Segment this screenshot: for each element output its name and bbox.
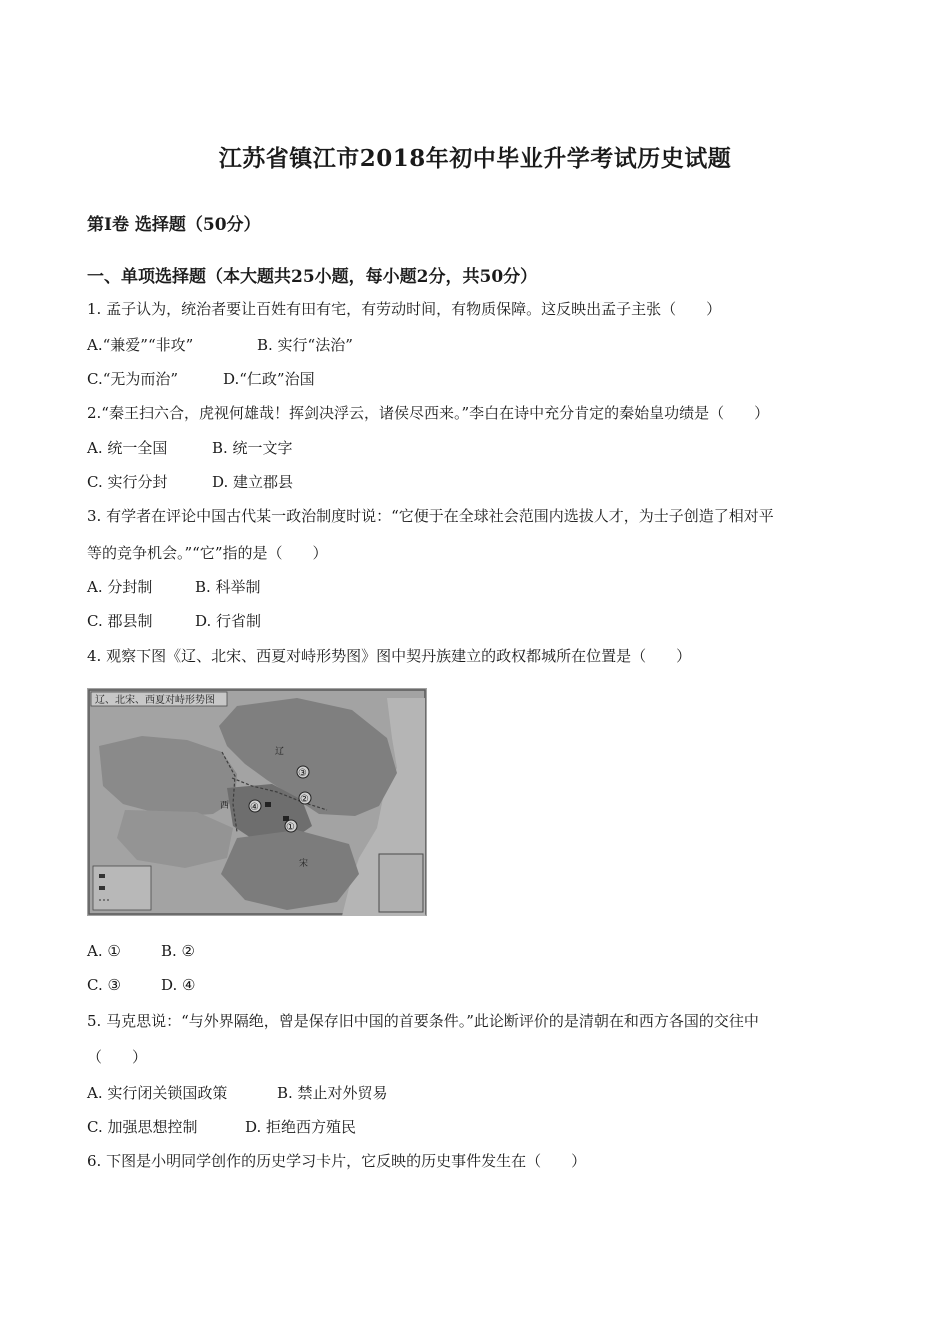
map-caption: 辽、北宋、西夏对峙形势图 — [95, 695, 215, 706]
map-label-liao: 辽 — [275, 747, 285, 757]
option-d: D. 拒绝西方殖民 — [245, 1118, 357, 1136]
historical-map-image — [87, 688, 427, 916]
option-d: D. 建立郡县 — [212, 473, 294, 491]
question-5-stem-line-2: （ ） — [87, 1048, 148, 1066]
map-marker-1: ① — [286, 822, 295, 833]
question-2-options-row-2 — [87, 471, 293, 492]
option-b: B. 实行“法治” — [257, 336, 353, 354]
option-b: B. 科举制 — [195, 578, 261, 596]
question-6-stem: 6. 下图是小明同学创作的历史学习卡片，它反映的历史事件发生在（ ） — [87, 1152, 587, 1170]
map-label-song: 宋 — [299, 859, 309, 869]
question-3-options-row-2 — [87, 610, 261, 631]
question-1-options-row-1 — [87, 334, 353, 355]
section-heading: 一、单项选择题（本大题共25小题，每小题2分，共50分） — [87, 267, 538, 287]
question-1-stem: 1. 孟子认为，统治者要让百姓有田有宅，有劳动时间，有物质保障。这反映出孟子主张（ ） — [87, 300, 722, 318]
option-a: A. ① — [87, 942, 121, 960]
option-b: B. 统一文字 — [212, 439, 293, 457]
option-d: D.“仁政”治国 — [223, 370, 315, 388]
option-d: D. ④ — [161, 976, 196, 994]
option-c: C. 郡县制 — [87, 612, 153, 630]
volume-heading: 第Ⅰ卷 选择题（50分） — [87, 215, 261, 235]
question-4-options-row-1 — [87, 942, 195, 960]
question-4-stem: 4. 观察下图《辽、北宋、西夏对峙形势图》图中契丹族建立的政权都城所在位置是（ ） — [87, 647, 692, 665]
question-2-stem: 2.“秦王扫六合，虎视何雄哉！挥剑决浮云，诸侯尽西来。”李白在诗中充分肯定的秦始皇功绩是（ ） — [87, 404, 770, 422]
question-1-options-row-2 — [87, 368, 315, 389]
option-c: C.“无为而治” — [87, 370, 179, 388]
question-5-options-row-2 — [87, 1116, 356, 1137]
option-a: A. 分封制 — [87, 578, 153, 596]
question-3-stem-line-2: 等的竞争机会。”“它”指的是（ ） — [87, 544, 328, 562]
option-a: A. 实行闭关锁国政策 — [87, 1084, 228, 1102]
map-marker-4: ④ — [250, 802, 259, 813]
option-b: B. 禁止对外贸易 — [277, 1084, 388, 1102]
question-3-options-row-1 — [87, 576, 261, 597]
question-5-options-row-1 — [87, 1082, 388, 1103]
map-label-xi: 西 — [220, 801, 230, 811]
option-a: A.“兼爱”“非攻” — [87, 336, 194, 354]
question-3-stem-line-1: 3. 有学者在评论中国古代某一政治制度时说：“它便于在全球社会范围内选拔人才，为士子创造了相对平 — [87, 507, 774, 525]
question-4-options-row-2 — [87, 976, 195, 994]
option-d: D. 行省制 — [195, 612, 262, 630]
option-a: A. 统一全国 — [87, 439, 168, 457]
document-title: 江苏省镇江市2018年初中毕业升学考试历史试题 — [218, 145, 732, 172]
question-2-options-row-1 — [87, 437, 293, 458]
option-c: C. 加强思想控制 — [87, 1118, 198, 1136]
map-marker-2: ② — [300, 794, 309, 805]
option-c: C. 实行分封 — [87, 473, 168, 491]
option-b: B. ② — [161, 942, 196, 960]
map-marker-3: ③ — [298, 768, 307, 779]
option-c: C. ③ — [87, 976, 121, 994]
question-5-stem-line-1: 5. 马克思说：“与外界隔绝，曾是保存旧中国的首要条件。”此论断评价的是清朝在和西方各国的交往中 — [87, 1012, 759, 1030]
